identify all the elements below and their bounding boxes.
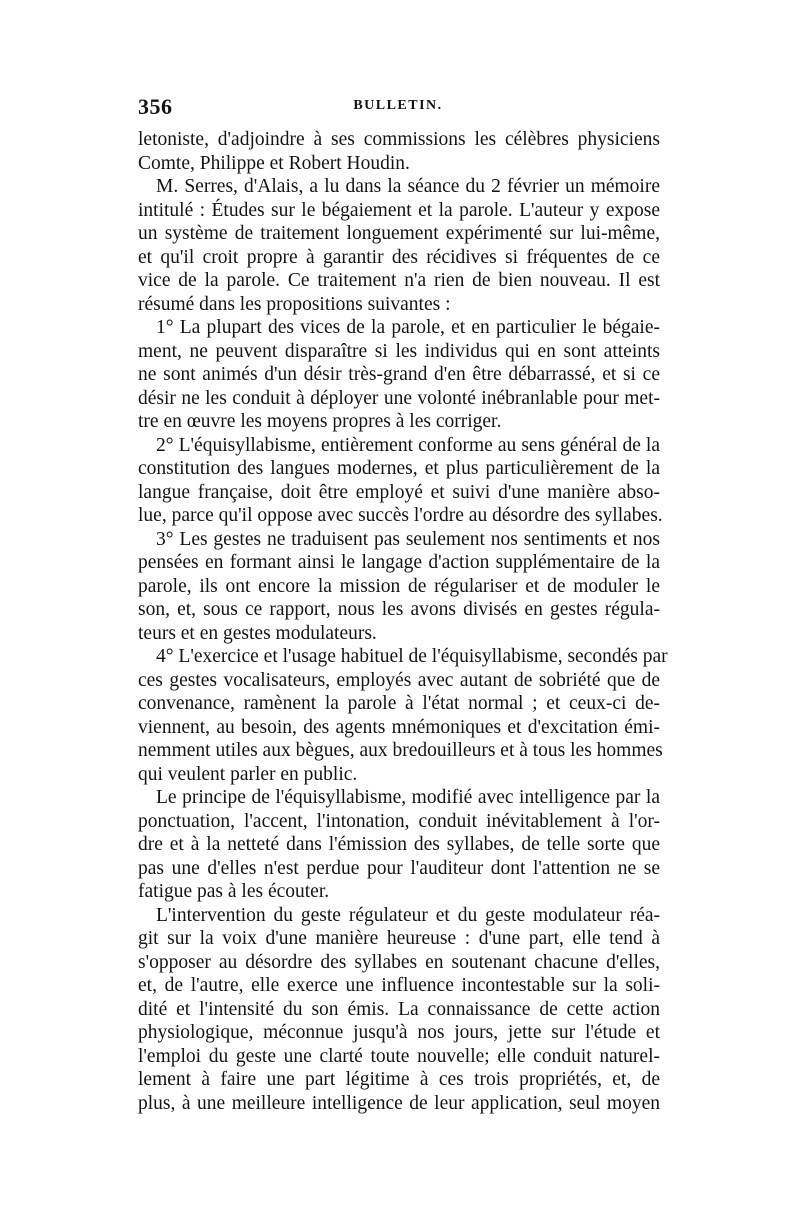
- text-line: ment, ne peuvent disparaître si les individus qui en sont atteints: [138, 340, 660, 362]
- text-line: nemment utiles aux bègues, aux bredouilleurs et à tous les hommes: [138, 740, 663, 761]
- text-line: convenance, ramènent la parole à l'état normal ; et ceux-ci de-: [138, 693, 660, 714]
- text-line: constitution des langues modernes, et plus particulièrement de la: [138, 458, 660, 479]
- text-line: M. Serres, d'Alais, a lu dans la séance du 2 février un mémoire: [156, 176, 660, 197]
- page-number: 356: [138, 94, 173, 119]
- text-line: s'opposer au désordre des syllabes en soutenant chacune d'elles,: [138, 951, 660, 973]
- text-line: résumé dans les propositions suivantes :: [138, 293, 451, 315]
- text-line: pensées en formant ainsi le langage d'action supplémentaire de la: [138, 552, 660, 573]
- text-line: Comte, Philippe et Robert Houdin.: [138, 152, 410, 174]
- text-line: git sur la voix d'une manière heureuse : d'une part, elle tend à: [138, 928, 660, 949]
- paragraph: [138, 316, 660, 434]
- text-line: langue française, doit être employé et suivi d'une manière abso-: [138, 481, 660, 503]
- text-line: tre en œuvre les moyens propres à les corriger.: [138, 411, 502, 432]
- text-line: 2° L'équisyllabisme, entièrement conforme au sens général de la: [156, 434, 660, 456]
- text-line: plus, à une meilleure intelligence de leur application, seul moyen: [138, 1092, 660, 1114]
- page-header: [138, 94, 658, 124]
- text-line: 3° Les gestes ne traduisent pas seulement nos sentiments et nos: [156, 528, 660, 550]
- body-text: [138, 128, 668, 1115]
- text-line: qui veulent parler en public.: [138, 763, 358, 785]
- text-line: son, et, sous ce rapport, nous les avons divisés en gestes régula-: [138, 599, 660, 620]
- text-line: dre et à la netteté dans l'émission des syllabes, de telle sorte que: [138, 834, 660, 855]
- paragraph: [138, 128, 660, 175]
- text-line: 4° L'exercice et l'usage habituel de l'équisyllabisme, secondés par: [156, 646, 668, 667]
- text-line: 1° La plupart des vices de la parole, et en particulier le bégaie-: [156, 317, 660, 338]
- text-line: pas une d'elles n'est perdue pour l'auditeur dont l'attention ne se: [138, 857, 660, 879]
- text-line: lement à faire une part légitime à ces trois propriétés, et, de: [138, 1069, 660, 1090]
- text-line: désir ne les conduit à déployer une volonté inébranlable pour met-: [138, 387, 660, 409]
- text-line: letoniste, d'adjoindre à ses commissions les célèbres physiciens: [138, 129, 660, 150]
- text-line: dité et l'intensité du son émis. La connaissance de cette action: [138, 998, 660, 1020]
- text-line: Le principe de l'équisyllabisme, modifié avec intelligence par la: [156, 787, 660, 808]
- paragraph: [138, 786, 660, 904]
- paragraph: [138, 904, 660, 1116]
- text-line: physiologique, méconnue jusqu'à nos jours, jette sur l'étude et: [138, 1022, 660, 1043]
- paragraph: [138, 528, 660, 646]
- running-title: BULLETIN.: [353, 98, 443, 113]
- text-line: parole, ils ont encore la mission de régulariser et de moduler le: [138, 575, 660, 597]
- text-line: lue, parce qu'il oppose avec succès l'ordre au désordre des syllabes.: [138, 505, 663, 526]
- text-line: et qu'il croit propre à garantir des récidives si fréquentes de ce: [138, 246, 660, 268]
- text-line: et, de l'autre, elle exerce une influence incontestable sur la soli-: [138, 975, 660, 996]
- text-line: ces gestes vocalisateurs, employés avec autant de sobriété que de: [138, 669, 660, 691]
- paragraph: [138, 175, 660, 316]
- text-line: l'emploi du geste une clarté toute nouvelle; elle conduit naturel-: [138, 1045, 660, 1067]
- text-line: ne sont animés d'un désir très-grand d'en être débarrassé, et si ce: [138, 364, 660, 385]
- text-line: teurs et en gestes modulateurs.: [138, 622, 377, 644]
- text-line: intitulé : Études sur le bégaiement et la parole. L'auteur y expose: [138, 199, 660, 221]
- text-line: un système de traitement longuement expérimenté sur lui-même,: [138, 223, 660, 244]
- text-line: vice de la parole. Ce traitement n'a rien de bien nouveau. Il est: [138, 270, 660, 291]
- text-line: viennent, au besoin, des agents mnémoniques et d'excitation émi-: [138, 716, 660, 738]
- text-line: ponctuation, l'accent, l'intonation, conduit inévitablement à l'or-: [138, 810, 660, 832]
- text-line: fatigue pas à les écouter.: [138, 881, 330, 902]
- paragraph: [138, 434, 663, 528]
- text-line: L'intervention du geste régulateur et du geste modulateur réa-: [156, 904, 660, 926]
- paragraph: [138, 645, 668, 786]
